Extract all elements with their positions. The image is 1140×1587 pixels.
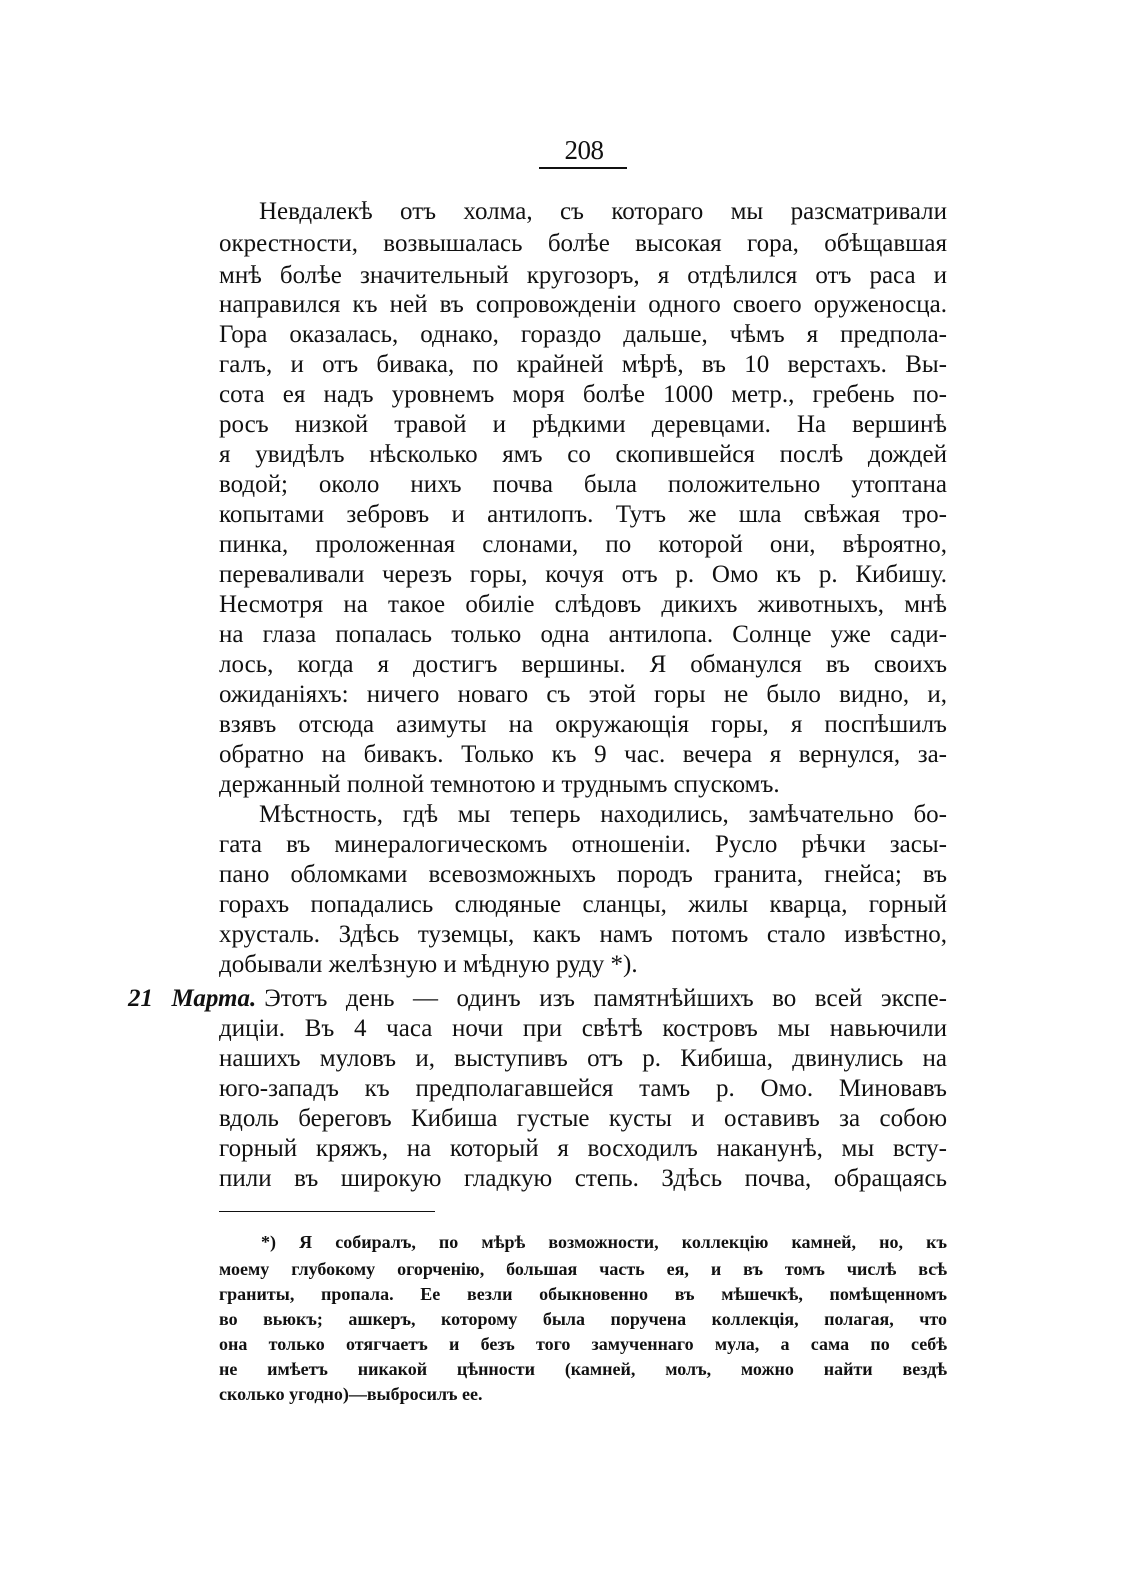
text-line: ожиданіяхъ: ничего новаго съ этой горы не было видно, и, — [219, 681, 947, 708]
footnote-line: моему глубокому огорченію, большая часть ея, и въ томъ числѣ всѣ — [219, 1259, 947, 1279]
text-line: пано обломками всевозможныхъ породъ гранита, гнейса; въ — [219, 861, 947, 888]
text-line: горный кряжъ, на который я восходилъ наканунѣ, мы всту- — [219, 1135, 947, 1162]
text-line: пили въ широкую гладкую степь. Здѣсь почва, обращаясь — [219, 1165, 947, 1192]
footnote-ref-line: добывали желѣзную и мѣдную руду *). — [219, 951, 638, 978]
text-line: переваливали черезъ горы, кочуя отъ р. Омо къ р. Кибишу. — [219, 561, 947, 588]
text-line: горахъ попадались слюдяные сланцы, жилы кварца, горный — [219, 891, 947, 918]
text-line: Мѣстность, гдѣ мы теперь находились, замѣчательно бо- — [259, 801, 947, 828]
text-line: держанный полной темнотою и труднымъ спускомъ. — [219, 771, 780, 798]
text-line: диціи. Въ 4 часа ночи при свѣтѣ костровъ мы навьючили — [219, 1015, 947, 1042]
text-line: пинка, проложенная слонами, по которой они, вѣроятно, — [219, 531, 947, 558]
page-number: 208 — [564, 135, 604, 165]
text-line: Гора оказалась, однако, гораздо дальше, чѣмъ я предпола- — [219, 321, 947, 348]
text-line: на глаза попалась только одна антилопа. Солнце уже сади- — [219, 621, 947, 648]
entry-first-text: Этотъ день — одинъ изъ памятнѣйшихъ во всей экспе- — [264, 985, 947, 1012]
dated-entry-line — [128, 984, 947, 1014]
footnote-line: *) Я собиралъ, по мѣрѣ возможности, коллекцію камней, но, къ — [261, 1232, 947, 1252]
text-line: юго-западъ къ предполагавшейся тамъ р. Омо. Миновавъ — [219, 1075, 947, 1102]
text-line: лось, когда я достигъ вершины. Я обманулся въ своихъ — [219, 651, 947, 678]
text-line: Несмотря на такое обиліе слѣдовъ дикихъ животныхъ, мнѣ — [219, 591, 947, 618]
text-line: окрестности, возвышалась болѣе высокая гора, обѣщавшая — [219, 230, 947, 257]
footnote-line: не имѣетъ никакой цѣнности (камней, молъ, можно найти вездѣ — [219, 1359, 947, 1379]
text-line: гата въ минералогическомъ отношеніи. Русло рѣчки засы- — [219, 831, 947, 858]
text-line: направился къ ней въ сопровожденіи одного своего оруженосца. — [219, 291, 947, 318]
text-line: вдоль береговъ Кибиша густые кусты и оставивъ за собою — [219, 1105, 947, 1132]
footnote-line: граниты, пропала. Ее везли обыкновенно въ мѣшечкѣ, помѣщенномъ — [219, 1284, 947, 1304]
text-line: нашихъ муловъ и, выступивъ отъ р. Кибиша, двинулись на — [219, 1045, 947, 1072]
page-number-rule — [539, 167, 627, 169]
footnote-line: сколько угодно)—выбросилъ ее. — [219, 1384, 483, 1404]
text-line: галъ, и отъ бивака, по крайней мѣрѣ, въ 10 верстахъ. Вы- — [219, 351, 947, 378]
text-line: хрусталь. Здѣсь туземцы, какъ намъ потомъ стало извѣстно, — [219, 921, 947, 948]
footnote-line: она только отягчаетъ и безъ того замученнаго мула, а сама по себѣ — [219, 1334, 947, 1354]
text-line: я увидѣлъ нѣсколько ямъ со скопившейся послѣ дождей — [219, 441, 947, 468]
footnote-rule — [219, 1211, 435, 1212]
text-line: обратно на бивакъ. Только къ 9 час. вечера я вернулся, за- — [219, 741, 947, 768]
text-line: Невдалекѣ отъ холма, съ котораго мы разсматривали — [259, 198, 947, 225]
text-line: мнѣ болѣе значительный кругозоръ, я отдѣлился отъ раса и — [219, 262, 947, 289]
footnote-line: во вьюкъ; ашкеръ, которому была поручена коллекція, полагая, что — [219, 1309, 947, 1329]
text-line: сота ея надъ уровнемъ моря болѣе 1000 метр., гребень по- — [219, 381, 947, 408]
text-line: росъ низкой травой и рѣдкими деревцами. На вершинѣ — [219, 411, 947, 438]
text-line: водой; около нихъ почва была положительно утоптана — [219, 471, 947, 498]
text-line: копытами зебровъ и антилопъ. Тутъ же шла свѣжая тро- — [219, 501, 947, 528]
text-line: взявъ отсюда азимуты на окружающія горы, я поспѣшилъ — [219, 711, 947, 738]
margin-date: 21 Марта. — [128, 985, 257, 1012]
